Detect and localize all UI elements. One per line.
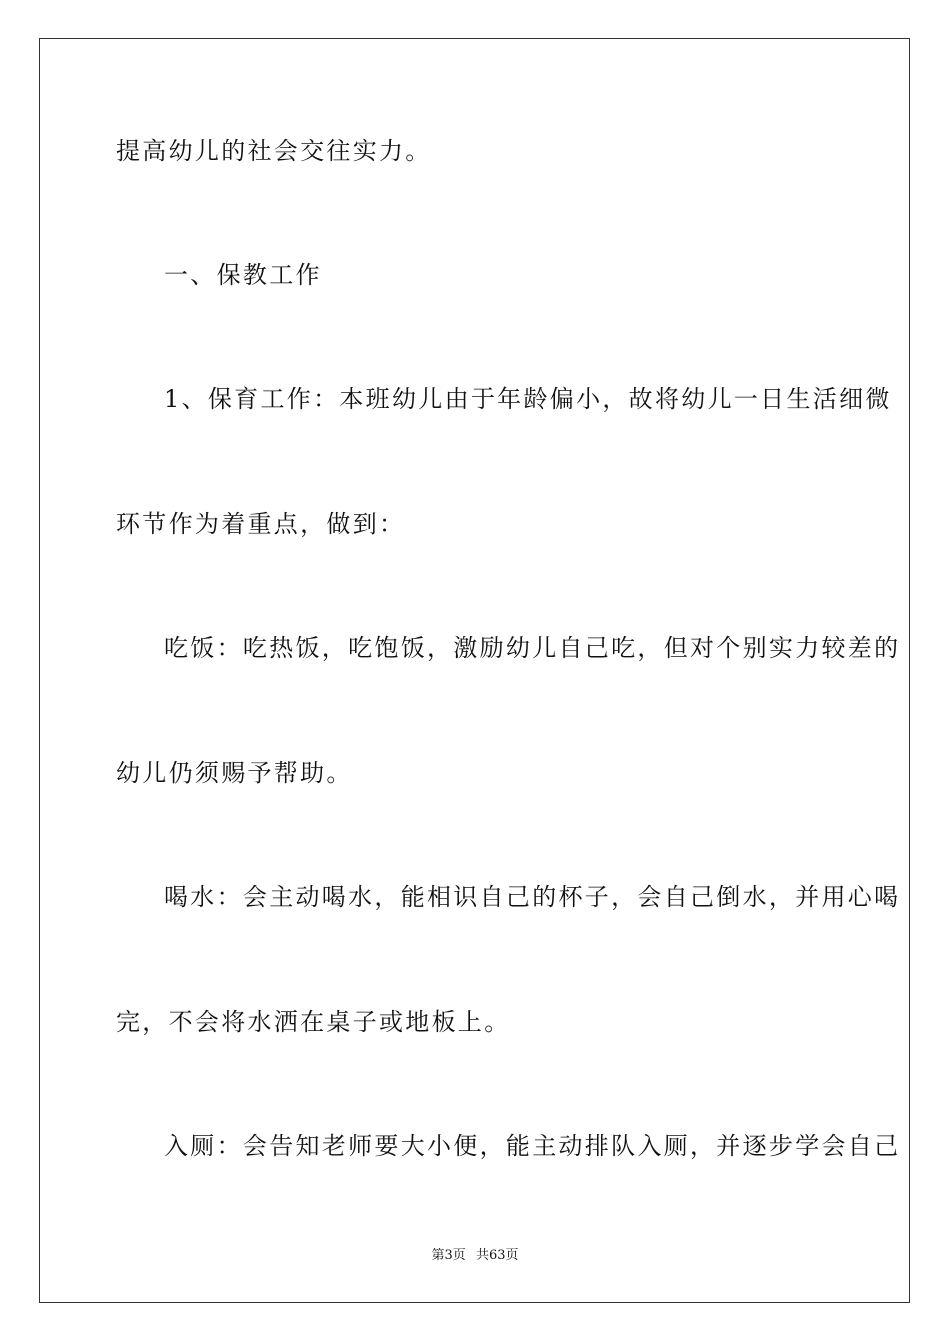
page-border <box>39 38 910 1303</box>
body-line: 提高幼儿的社会交往实力。 <box>116 137 432 165</box>
page-number: 第3页 <box>431 1248 466 1263</box>
body-line: 完，不会将水洒在桌子或地板上。 <box>116 1008 511 1036</box>
body-line: 幼儿仍须赐予帮助。 <box>116 759 353 787</box>
section-heading: 一、保教工作 <box>164 261 322 289</box>
body-line: 吃饭：吃热饭，吃饱饭，激励幼儿自己吃，但对个别实力较差的 <box>164 634 901 662</box>
body-line: 环节作为着重点，做到： <box>116 510 406 538</box>
page-footer <box>0 1248 950 1264</box>
body-line: 喝水：会主动喝水，能相识自己的杯子，会自己倒水，并用心喝 <box>164 883 901 911</box>
body-line: 入厕：会告知老师要大小便，能主动排队入厕，并逐步学会自己 <box>164 1132 901 1160</box>
body-line: 1、保育工作：本班幼儿由于年龄偏小，故将幼儿一日生活细微 <box>164 385 892 413</box>
page-total: 共63页 <box>475 1248 519 1263</box>
